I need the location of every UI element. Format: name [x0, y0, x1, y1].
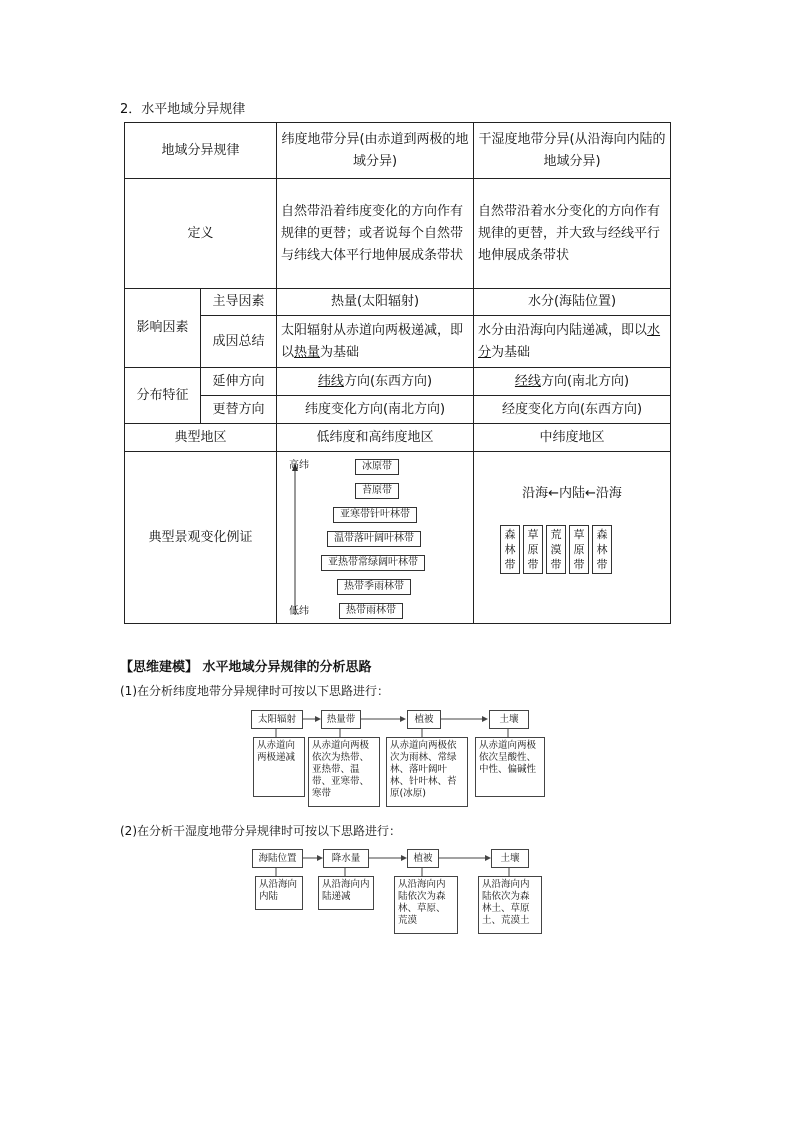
extend-direction-label: 延伸方向: [201, 368, 277, 396]
flow2-node: 植被: [407, 849, 439, 868]
flow1-node: 植被: [407, 710, 441, 729]
moisture-direction-title: 沿海←内陆←沿海: [522, 485, 622, 501]
change-direction-latitude: 纬度变化方向(南北方向): [277, 396, 474, 424]
vertical-zone-box: 草原带: [569, 525, 589, 574]
flow1-node: 土壤: [489, 710, 529, 729]
typical-region-latitude: 低纬度和高纬度地区: [277, 424, 474, 452]
vertical-zone-box: 森林带: [592, 525, 612, 574]
flow1-detail: 从赤道向两极依次呈酸性、中性、偏碱性: [475, 737, 545, 797]
flow1-node: 热量带: [321, 710, 361, 729]
flow1-node: 太阳辐射: [251, 710, 303, 729]
thinking-title: 水平地域分异规律的分析思路: [202, 660, 372, 675]
flow2-detail: 从沿海向内陆依次为森林土、草原土、荒漠土: [478, 876, 542, 934]
extend-direction-moisture: 经线方向(南北方向): [474, 368, 671, 396]
flow1-intro: (1)在分析纬度地带分异规律时可按以下思路进行：: [120, 684, 389, 698]
definition-label: 定义: [125, 179, 277, 289]
zone-box: 苔原带: [355, 483, 399, 499]
change-direction-moisture: 经度变化方向(东西方向): [474, 396, 671, 424]
typical-region-moisture: 中纬度地区: [474, 424, 671, 452]
cause-summary-latitude: 太阳辐射从赤道向两极递减，即以热量为基础: [277, 316, 474, 368]
zone-box: 温带落叶阔叶林带: [327, 531, 421, 547]
flow1-detail: 从赤道向两极递减: [253, 737, 305, 797]
cause-summary-label: 成因总结: [201, 316, 277, 368]
flow1-detail: 从赤道向两极依次为雨林、常绿林、落叶阔叶林、针叶林、苔原(冰原): [386, 737, 468, 807]
low-latitude-label: 低纬: [289, 605, 310, 617]
zone-box: 冰原带: [355, 459, 399, 475]
flow1-detail: 从赤道向两极依次为热带、亚热带、温带、亚寒带、寒带: [308, 737, 380, 807]
header-cell-rule: 地域分异规律: [125, 123, 277, 179]
flow2-intro: (2)在分析干湿度地带分异规律时可按以下思路进行：: [120, 824, 402, 838]
landscape-label: 典型景观变化例证: [125, 452, 277, 624]
thinking-tag: 【思维建模】: [120, 660, 199, 675]
header-cell-latitude: 纬度地带分异(由赤道到两极的地域分异): [277, 123, 474, 179]
flow2-node: 海陆位置: [252, 849, 303, 868]
flow2-detail: 从沿海向内陆依次为森林、草原、荒漠: [394, 876, 458, 934]
dominant-factor-latitude: 热量(太阳辐射): [277, 289, 474, 316]
zone-box: 热带雨林带: [339, 603, 403, 619]
flow2-node: 降水量: [323, 849, 369, 868]
cause-summary-moisture: 水分由沿海向内陆递减，即以水分为基础: [474, 316, 671, 368]
zone-box: 亚热带常绿阔叶林带: [321, 555, 425, 571]
distribution-label: 分布特征: [125, 368, 201, 424]
flow2-node: 土壤: [491, 849, 529, 868]
change-direction-label: 更替方向: [201, 396, 277, 424]
high-latitude-label: 高纬: [289, 459, 310, 471]
dominant-factor-moisture: 水分(海陆位置): [474, 289, 671, 316]
definition-moisture: 自然带沿着水分变化的方向作有规律的更替，并大致与经线平行地伸展成条带状: [474, 179, 671, 289]
flow2-detail: 从沿海向内陆: [255, 876, 303, 910]
section-title: 2．水平地域分异规律: [120, 102, 246, 117]
typical-region-label: 典型地区: [125, 424, 277, 452]
vertical-zone-box: 荒漠带: [546, 525, 566, 574]
flow2-detail: 从沿海向内陆递减: [318, 876, 374, 910]
factors-label: 影响因素: [125, 289, 201, 368]
vertical-zone-box: 草原带: [523, 525, 543, 574]
dominant-factor-label: 主导因素: [201, 289, 277, 316]
definition-latitude: 自然带沿着纬度变化的方向作有规律的更替；或者说每个自然带与纬线大体平行地伸展成条带状: [277, 179, 474, 289]
vertical-zone-box: 森林带: [500, 525, 520, 574]
header-cell-moisture: 干湿度地带分异(从沿海向内陆的地域分异): [474, 123, 671, 179]
extend-direction-latitude: 纬线方向(东西方向): [277, 368, 474, 396]
zone-box: 亚寒带针叶林带: [333, 507, 417, 523]
zone-box: 热带季雨林带: [337, 579, 411, 595]
